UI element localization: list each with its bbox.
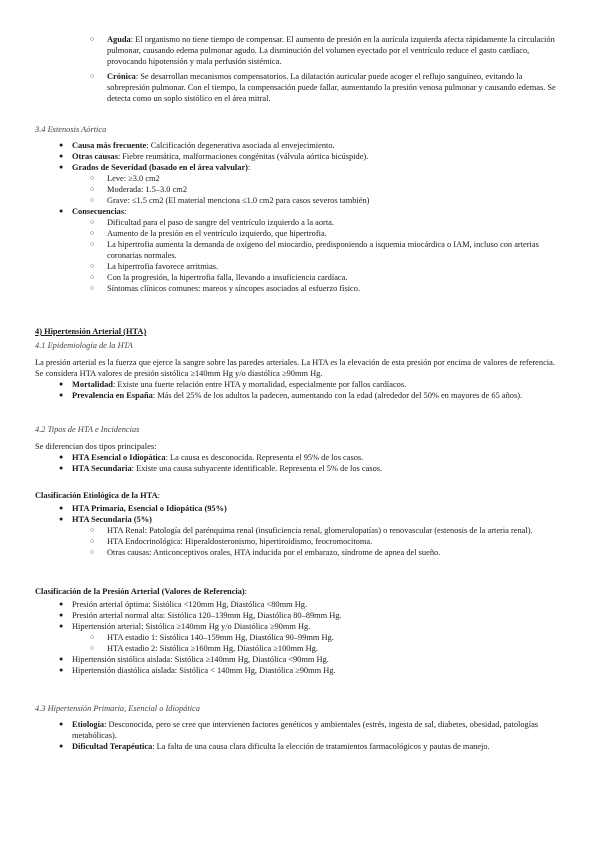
sub-item-text: Aumento de la presión en el ventrículo izquierdo, que hipertrofia. <box>107 229 327 238</box>
list-item-term: Dificultad Terapéutica <box>72 742 153 751</box>
list-item-term: Crónica <box>107 72 136 81</box>
sub-list-item <box>35 536 565 547</box>
circle-bullet-icon: ○ <box>90 262 95 270</box>
list-item-text: : Calcificación degenerativa asociada al envejecimiento. <box>146 141 335 150</box>
bullet-icon: ● <box>59 611 64 619</box>
paragraph: La presión arterial es la fuerza que ejerce la sangre sobre las paredes arteriales. La HTA es la elevación de esta presión por encima de valores de referencia. Se considera HTA valores de presión sistólica ≥140mm Hg y/o diastólica ≥90mm Hg. <box>35 358 555 378</box>
list-item-text: : Más del 25% de los adultos la padecen, aumentando con la edad (alrededor del 50% en mayores de 65 años). <box>152 391 523 400</box>
sub-list-item <box>35 173 565 184</box>
sub-item-text: Síntomas clínicos comunes: mareos y síncopes asociados al esfuerzo físico. <box>107 284 361 293</box>
list-item-text: : <box>124 207 127 216</box>
section-4 <box>35 326 565 401</box>
list-item-term: Etiología <box>72 720 105 729</box>
bullet-icon: ● <box>59 464 64 472</box>
sub-item-text: HTA estadio 2: Sistólica ≥160mm Hg, Diastólica ≥100mm Hg. <box>107 644 318 653</box>
circle-bullet-icon: ○ <box>90 35 95 43</box>
sub-item-text: Grave: ≤1.5 cm2 (El material menciona ≤1.0 cm2 para casos severos también) <box>107 196 370 205</box>
list-item <box>35 610 565 621</box>
list-item <box>35 599 565 610</box>
list-item-text: : Se desarrollan mecanismos compensatorios. La dilatación auricular puede acoger el reflujo sanguíneo, evitando la sobrepresión pulmonar. Con el tiempo, la compensación puede fallar, aumentando la presión venosa pulmonar y causando edemas. Se detecta como un soplo sistólico en el área mitral. <box>107 72 556 103</box>
circle-bullet-icon: ○ <box>90 240 95 248</box>
bullet-icon: ● <box>59 453 64 461</box>
circle-bullet-icon: ○ <box>90 72 95 80</box>
section-4-2 <box>35 424 565 474</box>
list-item-text: : Existe una causa subyacente identificable. Representa el 5% de los casos. <box>131 464 383 473</box>
section-heading: 3.4 Estenosis Aórtica <box>35 125 107 134</box>
block-title: Clasificación de la Presión Arterial (Valores de Referencia) <box>35 587 245 596</box>
list-item <box>35 379 565 390</box>
list-item-term: Grados de Severidad (basado en el área valvular) <box>72 163 248 172</box>
bullet-icon: ● <box>59 141 64 149</box>
bullet-icon: ● <box>59 207 64 215</box>
list-item-text: : Existe una fuerte relación entre HTA y mortalidad, especialmente por fallos cardíacos. <box>112 380 407 389</box>
sub-item-text: Dificultad para el paso de sangre del ventrículo izquierdo a la aorta. <box>107 218 334 227</box>
bullet-icon: ● <box>59 504 64 512</box>
sub-item-text: HTA estadio 1: Sistólica 140–159mm Hg, Diastólica 90–99mm Hg. <box>107 633 334 642</box>
list-item-text: Hipertensión arterial: Sistólica ≥140mm Hg y/o Diastólica ≥90mm Hg. <box>72 622 311 631</box>
list-item-term: Prevalencia en España <box>72 391 153 400</box>
bullet-icon: ● <box>59 600 64 608</box>
circle-bullet-icon: ○ <box>90 284 95 292</box>
sub-list-item <box>35 643 565 654</box>
bullet-icon: ● <box>59 720 64 728</box>
sub-list-item <box>35 228 565 239</box>
list-item <box>35 463 565 474</box>
list-item-term: Otras causas <box>72 152 118 161</box>
circle-bullet-icon: ○ <box>90 633 95 641</box>
block-title: Clasificación Etiológica de la HTA <box>35 491 158 500</box>
block-title-colon: : <box>157 491 160 500</box>
circle-bullet-icon: ○ <box>90 185 95 193</box>
list-item-term: Aguda <box>107 35 131 44</box>
sub-item-text: Otras causas: Anticonceptivos orales, HTA inducida por el embarazo, síndrome de apnea del sueño. <box>107 548 441 557</box>
list-item <box>35 140 565 151</box>
sub-item-text: Con la progresión, la hipertrofia falla, llevando a insuficiencia cardíaca. <box>107 273 348 282</box>
sub-list-item <box>35 217 565 228</box>
list-item-text: Presión arterial normal alta: Sistólica 120–139mm Hg, Diastólica 80–89mm Hg. <box>72 611 342 620</box>
sub-item-text: La hipertrofia favorece arritmias. <box>107 262 219 271</box>
list-item <box>35 665 565 676</box>
circle-bullet-icon: ○ <box>90 548 95 556</box>
sub-list-item <box>35 272 565 283</box>
list-item-text: : La causa es desconocida. Representa el 95% de los casos. <box>165 453 364 462</box>
bullet-icon: ● <box>59 380 64 388</box>
block-title-colon: : <box>244 587 248 596</box>
list-item-text: : El organismo no tiene tiempo de compensar. El aumento de presión en la aurícula izquierda afecta rápidamente la circulación pulmonar, causando edema pulmonar agudo. La disminución del volumen eyectado por el ventrículo reduce el gasto cardíaco, provocando hipotensión y mala perfusión sistémica. <box>107 35 555 66</box>
list-item <box>35 34 565 67</box>
list-item-term: Consecuencias <box>72 207 125 216</box>
list-item <box>35 452 565 463</box>
etiologic-classification <box>35 490 565 558</box>
bullet-icon: ● <box>59 391 64 399</box>
bullet-icon: ● <box>59 655 64 663</box>
bullet-icon: ● <box>59 666 64 674</box>
sub-list-item <box>35 261 565 272</box>
sub-list-item <box>35 239 565 261</box>
section-subheading: 4.1 Epidemiología de la HTA <box>35 341 133 350</box>
sub-item-text: La hipertrofia aumenta la demanda de oxígeno del miocardio, predisponiendo a isquemia miocárdica o IAM, incluso con arterias coronarias normales. <box>107 240 539 260</box>
bullet-icon: ● <box>59 515 64 523</box>
list-item <box>35 151 565 162</box>
list-item <box>35 719 565 741</box>
section-heading: 4.3 Hipertensión Primaria, Esencial o Idiopática <box>35 704 200 713</box>
list-item <box>35 621 565 632</box>
circle-bullet-icon: ○ <box>90 526 95 534</box>
sub-list-item <box>35 547 565 558</box>
list-item <box>35 206 565 217</box>
list-item-term: Mortalidad <box>72 380 113 389</box>
list-item-term: HTA Secundaria (5%) <box>72 515 152 524</box>
sub-list-item <box>35 195 565 206</box>
list-item-text: : Desconocida, pero se cree que intervienen factores genéticos y ambientales (estrés, ingesta de sal, diabetes, obesidad, patologías metabólicas). <box>72 720 539 740</box>
list-item-text: : La falta de una causa clara dificulta la elección de tratamientos farmacológicos y pautas de manejo. <box>152 742 490 751</box>
circle-bullet-icon: ○ <box>90 218 95 226</box>
sub-list-item <box>35 283 565 294</box>
section-heading: 4.2 Tipos de HTA e Incidencias <box>35 425 140 434</box>
list-item-term: HTA Primaria, Esencial o Idiopática (95%) <box>72 504 227 513</box>
section-3-4 <box>35 124 565 294</box>
list-item <box>35 741 565 752</box>
list-item <box>35 162 565 173</box>
sub-item-text: HTA Endocrinológica: Hiperaldosteronismo, hipertiroidismo, feocromocitoma. <box>107 537 373 546</box>
list-item-text: : Fiebre reumática, malformaciones congénitas (válvula aórtica bicúspide). <box>117 152 369 161</box>
circle-bullet-icon: ○ <box>90 644 95 652</box>
bullet-icon: ● <box>59 152 64 160</box>
circle-bullet-icon: ○ <box>90 537 95 545</box>
list-item-text: Hipertensión diastólica aislada: Sistólica < 140mm Hg, Diastólica ≥90mm Hg. <box>72 666 336 675</box>
list-item <box>35 514 565 525</box>
list-item-text: Presión arterial óptima: Sistólica <120mm Hg, Diastólica <80mm Hg. <box>72 600 308 609</box>
section-4-3 <box>35 703 565 752</box>
paragraph: Se diferencian dos tipos principales: <box>35 442 157 451</box>
bullet-icon: ● <box>59 742 64 750</box>
pressure-classification <box>35 586 565 676</box>
sub-list-item <box>35 632 565 643</box>
list-item-term: HTA Esencial o Idiopática <box>72 453 166 462</box>
top-continuation-list <box>35 34 565 104</box>
bullet-icon: ● <box>59 163 64 171</box>
list-item-term: Causa más frecuente <box>72 141 147 150</box>
sub-item-text: Moderada: 1.5–3.0 cm2 <box>107 185 188 194</box>
list-item-term: HTA Secundaria <box>72 464 132 473</box>
sub-item-text: HTA Renal: Patología del parénquima renal (insuficiencia renal, glomerulopatías) o renovascular (estenosis de la arteria renal). <box>107 526 533 535</box>
list-item <box>35 654 565 665</box>
section-heading: 4) Hipertensión Arterial (HTA) <box>35 327 147 336</box>
circle-bullet-icon: ○ <box>90 174 95 182</box>
bullet-icon: ● <box>59 622 64 630</box>
circle-bullet-icon: ○ <box>90 229 95 237</box>
list-item-text: Hipertensión sistólica aislada: Sistólica ≥140mm Hg, Diastólica <90mm Hg. <box>72 655 329 664</box>
circle-bullet-icon: ○ <box>90 196 95 204</box>
list-item-text: : <box>247 163 251 172</box>
sub-list-item <box>35 525 565 536</box>
list-item <box>35 390 565 401</box>
list-item <box>35 503 565 514</box>
sub-item-text: Leve: ≥3.0 cm2 <box>107 174 160 183</box>
circle-bullet-icon: ○ <box>90 273 95 281</box>
list-item <box>35 71 565 104</box>
sub-list-item <box>35 184 565 195</box>
